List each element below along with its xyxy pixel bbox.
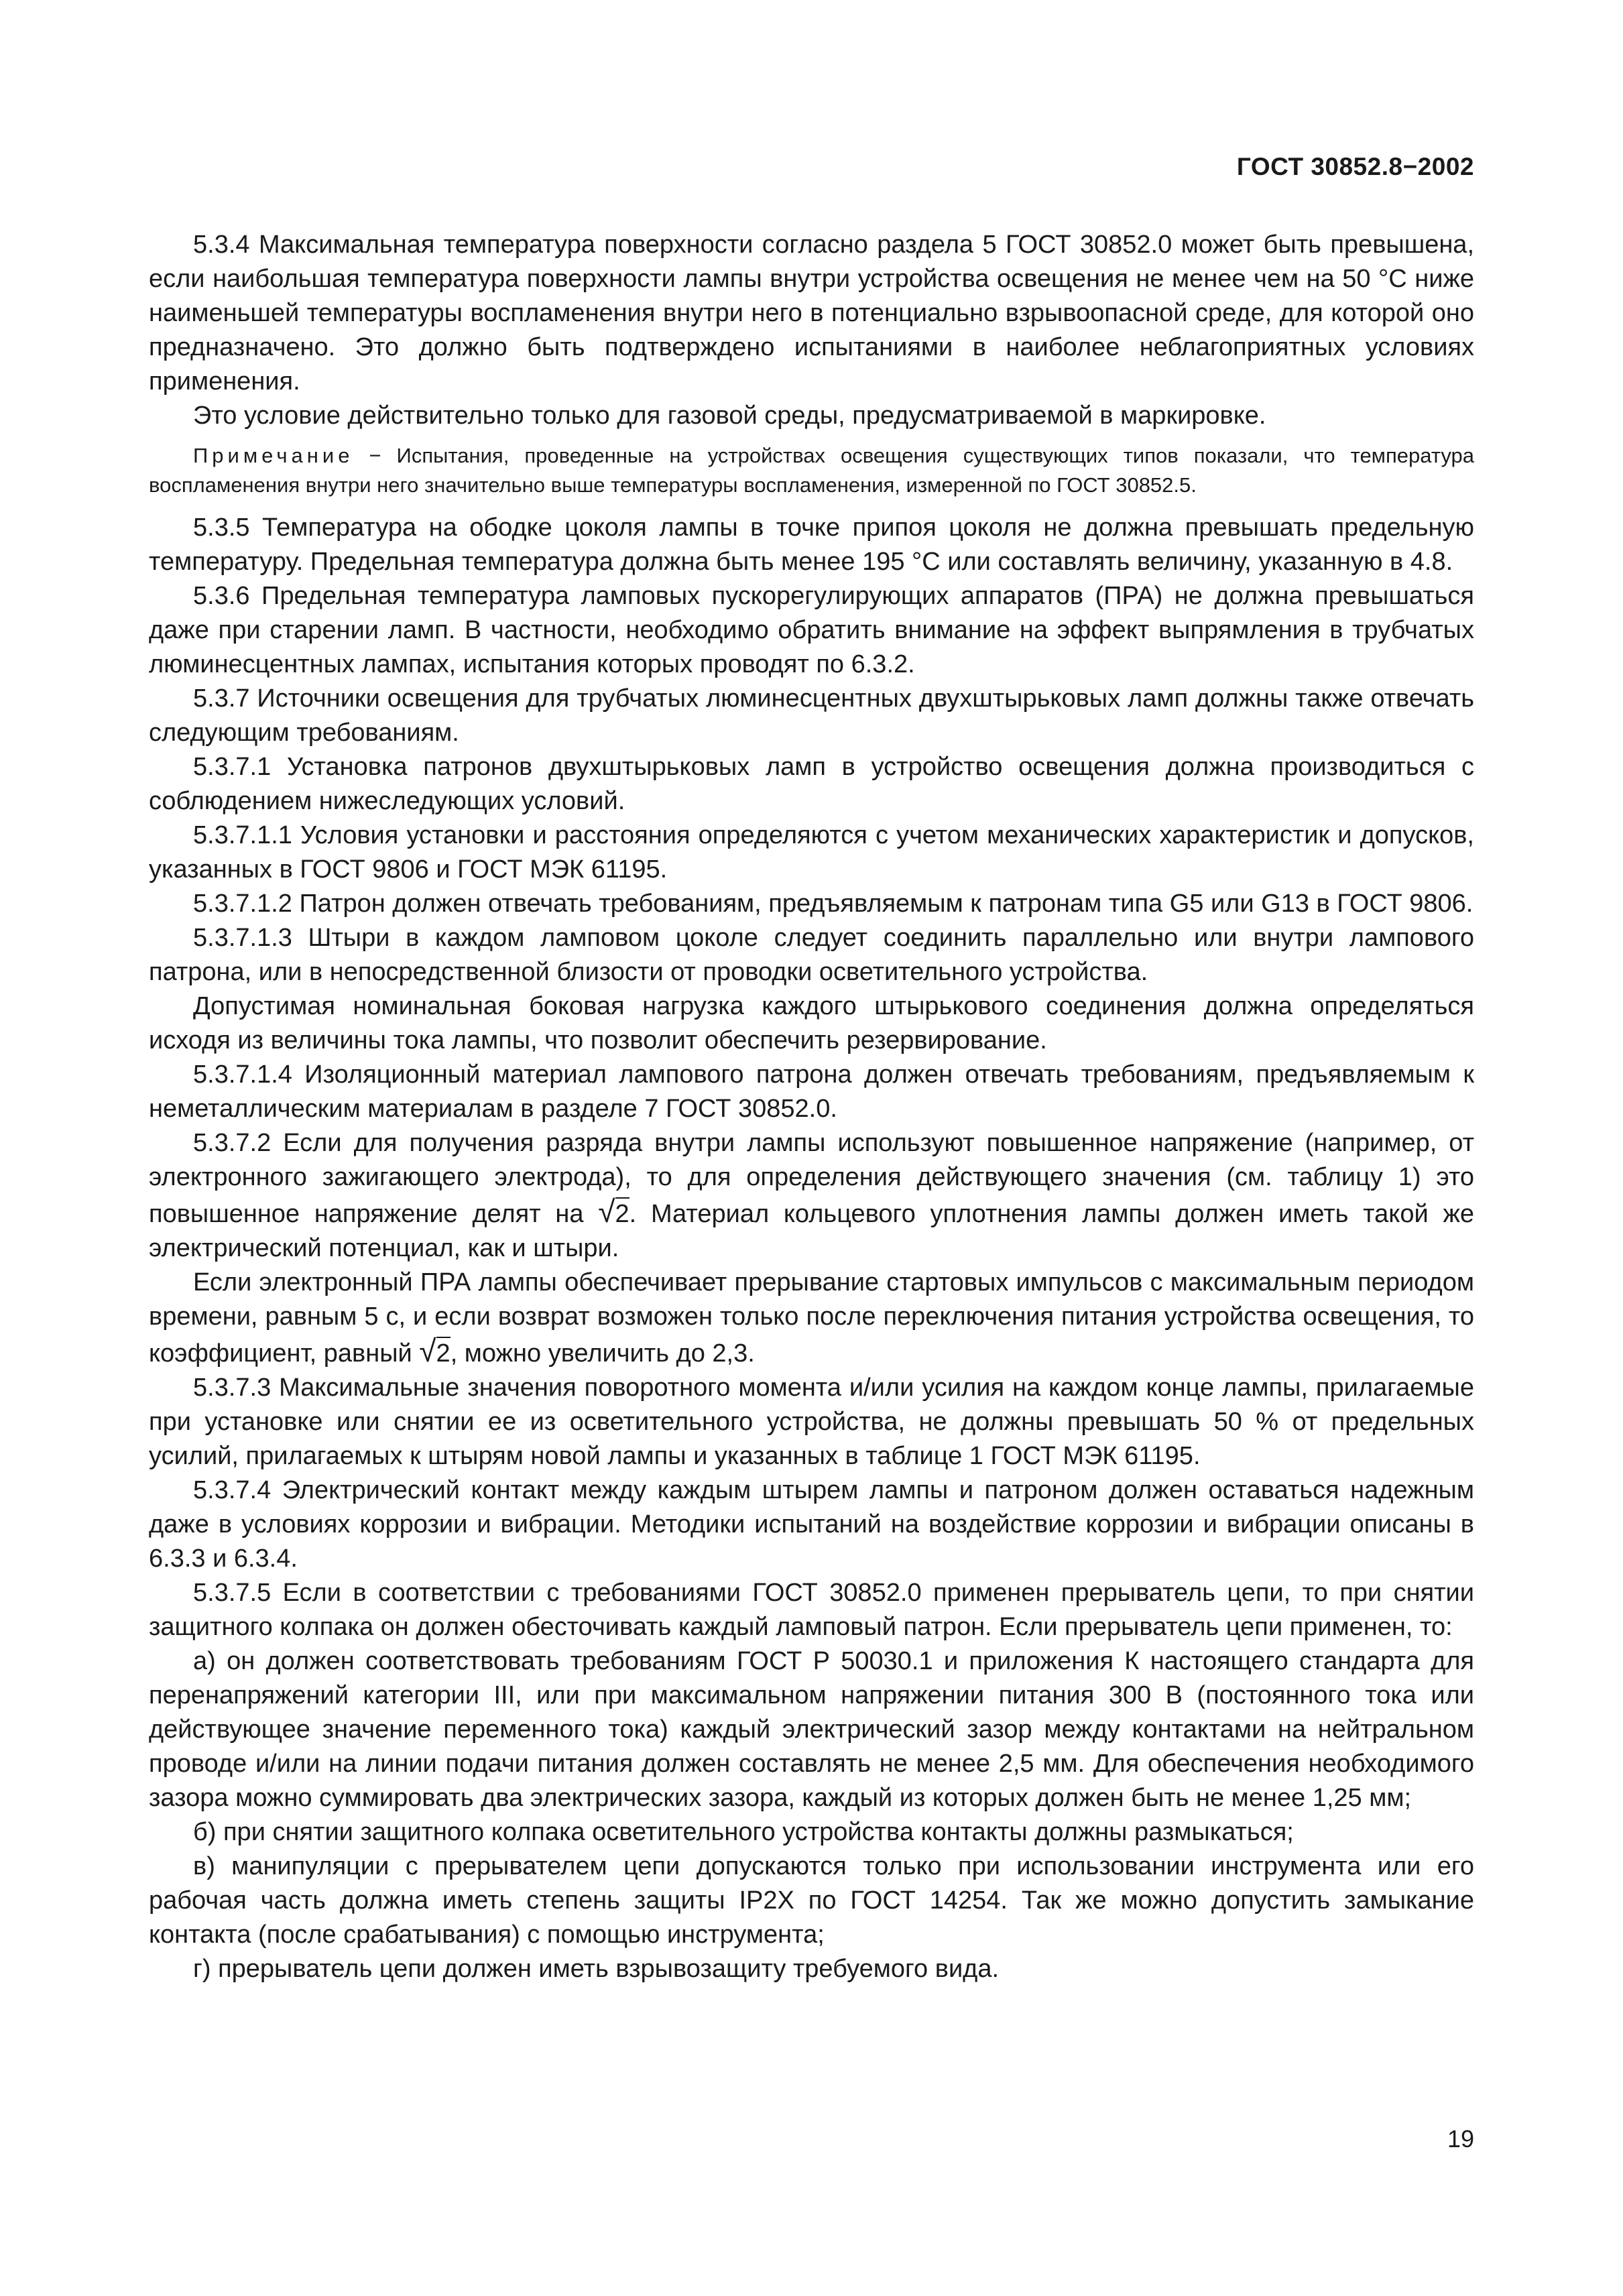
paragraph-5-3-6: 5.3.6 Предельная температура ламповых пускорегулирующих аппаратов (ПРА) не должна превышаться даже при старении ламп. В частности, необходимо обратить внимание на эффект выпрямления в трубчатых люминесцентных лампах, испытания которых проводят по 6.3.2. bbox=[149, 582, 1474, 678]
paragraph-5-3-7-2-end: . Материал кольцевого уплотнения лампы должен иметь такой же электрический потенциал, как и штыри. bbox=[149, 1200, 1474, 1262]
paragraph-5-3-4: 5.3.4 Максимальная температура поверхности согласно раздела 5 ГОСТ 30852.0 может быть превышена, если наибольшая температура поверхности лампы внутри устройства освещения не менее чем на 50 °С ниже наименьшей температуры воспламенения внутри него в потенциально взрывоопасной среде, для которой оно предназначено. Это должно быть подтверждено испытаниями в наиболее неблагоприятных условиях применения. bbox=[149, 231, 1474, 396]
note-label: Примечание bbox=[193, 444, 354, 467]
paragraph-5-3-7: 5.3.7 Источники освещения для трубчатых люминесцентных двухштырьковых ламп должны также отвечать следующим требованиям. bbox=[149, 684, 1474, 747]
radicand: 2 bbox=[615, 1197, 629, 1228]
paragraph-5-3-5: 5.3.5 Температура на ободке цоколя лампы в точке припоя цоколя не должна превышать предельную температуру. Предельная температура должна быть менее 195 °С или составлять величину, указанную в 4.8. bbox=[149, 513, 1474, 576]
paragraph-condition: Это условие действительно только для газовой среды, предусматриваемой в маркировке. bbox=[193, 402, 1266, 430]
list-item-c: в) манипуляции с прерывателем цепи допускаются только при использовании инструмента или его рабочая часть должна иметь степень защиты IP2X по ГОСТ 14254. Так же можно допустить замыкание контакта (после срабатывания) с помощью инструмента; bbox=[149, 1852, 1474, 1949]
paragraph-5-3-7-1-1: 5.3.7.1.1 Условия установки и расстояния определяются с учетом механических характеристик и допусков, указанных в ГОСТ 9806 и ГОСТ МЭК 61195. bbox=[149, 821, 1474, 884]
list-item-b: б) при снятии защитного колпака осветительного устройства контакты должны размыкаться; bbox=[193, 1818, 1294, 1846]
paragraph-ballast-end: , можно увеличить до 2,3. bbox=[450, 1339, 755, 1368]
sqrt-two-formula bbox=[598, 1194, 629, 1229]
paragraph-5-3-7-1-4: 5.3.7.1.4 Изоляционный материал лампового патрона должен отвечать требованиям, предъявляемым к неметаллическим материалам в разделе 7 ГОСТ 30852.0. bbox=[149, 1061, 1474, 1123]
radical-symbol: √ bbox=[419, 1333, 436, 1368]
page-number: 19 bbox=[1447, 2125, 1474, 2153]
paragraph-ballast-start: Если электронный ПРА лампы обеспечивает прерывание стартовых импульсов с максимальным периодом времени, равным 5 с, и если возврат возможен только после переключения питания устройства освещения, то коэффициент, равный bbox=[149, 1268, 1474, 1368]
list-item-a: а) он должен соответствовать требованиям ГОСТ Р 50030.1 и приложения К настоящего стандарта для перенапряжений категории III, или при максимальном напряжении питания 300 В (постоянного тока или действующее значение переменного тока) каждый электрический зазор между контактами на нейтральном проводе и/или на линии подачи питания должен составлять не менее 2,5 мм. Для обеспечения необходимого зазора можно суммировать два электрических зазора, каждый из которых должен быть не менее 1,25 мм; bbox=[149, 1647, 1474, 1812]
note-text: − Испытания, проведенные на устройствах освещения существующих типов показали, что температура воспламенения внутри него значительно выше температуры воспламенения, измеренной по ГОСТ 30852.5. bbox=[149, 444, 1474, 497]
document-header: ГОСТ 30852.8−2002 bbox=[1236, 153, 1474, 180]
radical-symbol: √ bbox=[598, 1194, 615, 1229]
paragraph-5-3-7-2-start: 5.3.7.2 Если для получения разряда внутри лампы используют повышенное напряжение (например, от электронного зажигающего электрода), то для определения действующего значения (см. таблицу 1) это повышенное напряжение делят на bbox=[149, 1129, 1474, 1228]
paragraph-5-3-7-4: 5.3.7.4 Электрический контакт между каждым штырем лампы и патроном должен оставаться надежным даже в условиях коррозии и вибрации. Методики испытаний на воздействие коррозии и вибрации описаны в 6.3.3 и 6.3.4. bbox=[149, 1476, 1474, 1573]
note bbox=[149, 441, 1474, 500]
paragraph-5-3-7-1-3: 5.3.7.1.3 Штыри в каждом ламповом цоколе следует соединить параллельно или внутри лампового патрона, или в непосредственной близости от проводки осветительного устройства. bbox=[149, 924, 1474, 986]
paragraph-ballast bbox=[149, 1266, 1474, 1371]
paragraph-5-3-7-5: 5.3.7.5 Если в соответствии с требованиями ГОСТ 30852.0 применен прерыватель цепи, то при снятии защитного колпака он должен обесточивать каждый ламповый патрон. Если прерыватель цепи применен, то: bbox=[149, 1579, 1474, 1641]
sqrt-two-formula bbox=[419, 1333, 450, 1368]
paragraph-load: Допустимая номинальная боковая нагрузка каждого штырькового соединения должна определяться исходя из величины тока лампы, что позволит обеспечить резервирование. bbox=[149, 992, 1474, 1054]
paragraph-5-3-7-1-2: 5.3.7.1.2 Патрон должен отвечать требованиям, предъявляемым к патронам типа G5 или G13 в ГОСТ 9806. bbox=[193, 890, 1474, 918]
paragraph-5-3-7-2 bbox=[149, 1126, 1474, 1266]
paragraph-5-3-7-1: 5.3.7.1 Установка патронов двухштырьковых ламп в устройство освещения должна производиться с соблюдением нижеследующих условий. bbox=[149, 753, 1474, 815]
document-body bbox=[149, 228, 1474, 1986]
radicand: 2 bbox=[436, 1337, 450, 1368]
list-item-d: г) прерыватель цепи должен иметь взрывозащиту требуемого вида. bbox=[193, 1955, 1000, 1983]
paragraph-5-3-7-3: 5.3.7.3 Максимальные значения поворотного момента и/или усилия на каждом конце лампы, прилагаемые при установке или снятии ее из осветительного устройства, не должны превышать 50 % от предельных усилий, прилагаемых к штырям новой лампы и указанных в таблице 1 ГОСТ МЭК 61195. bbox=[149, 1374, 1474, 1470]
